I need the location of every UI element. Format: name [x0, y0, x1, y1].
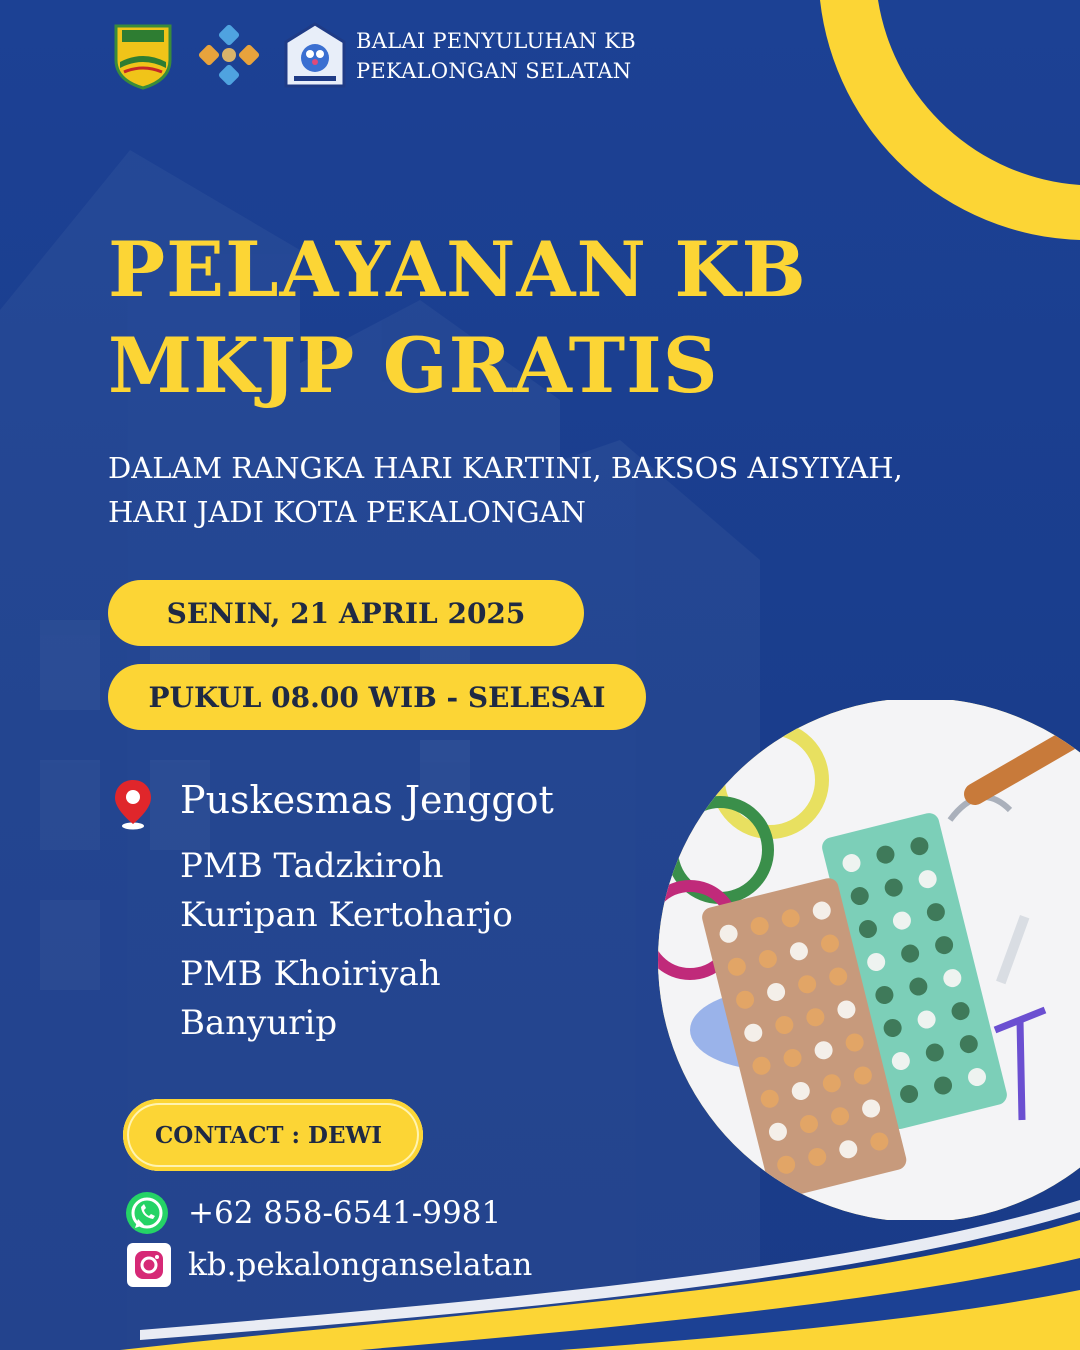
organization-name [356, 26, 636, 86]
time-badge: PUKUL 08.00 WIB - SELESAI [108, 664, 646, 730]
main-title [108, 222, 807, 414]
location-list [180, 842, 513, 1058]
family-planning-center-logo [280, 20, 350, 90]
whatsapp-icon [124, 1190, 170, 1236]
location-item [180, 950, 513, 1048]
date-badge: SENIN, 21 APRIL 2025 [108, 580, 584, 646]
event-subtitle [108, 446, 903, 534]
organization-name-line1: BALAI PENYULUHAN KB [356, 29, 636, 53]
contact-badge: CONTACT : DEWI [123, 1099, 423, 1171]
event-subtitle-line2: HARI JADI KOTA PEKALONGAN [108, 495, 586, 529]
phone-number: +62 858-6541-9981 [188, 1195, 502, 1231]
organization-name-line2: PEKALONGAN SELATAN [356, 59, 632, 83]
location-item-area: Banyurip [180, 1003, 338, 1043]
bkkbn-logo [194, 20, 264, 90]
corner-ring-decoration [820, 0, 1080, 240]
instagram-handle: kb.pekalonganselatan [188, 1247, 533, 1283]
instagram-icon [126, 1242, 172, 1288]
location-main: Puskesmas Jenggot [180, 778, 554, 822]
logo-group [108, 20, 350, 90]
location-item-area: Kuripan Kertoharjo [180, 895, 513, 935]
location-item-name: PMB Khoiriyah [180, 954, 441, 994]
main-title-line1: PELAYANAN KB [108, 225, 807, 314]
contraceptives-photo [650, 700, 1080, 1220]
location-pin-icon [113, 778, 153, 830]
main-title-line2: MKJP GRATIS [108, 321, 719, 410]
pekalongan-city-emblem-logo [108, 20, 178, 90]
event-subtitle-line1: DALAM RANGKA HARI KARTINI, BAKSOS AISYIYAH, [108, 451, 903, 485]
location-item-name: PMB Tadzkiroh [180, 846, 444, 886]
location-item [180, 842, 513, 940]
